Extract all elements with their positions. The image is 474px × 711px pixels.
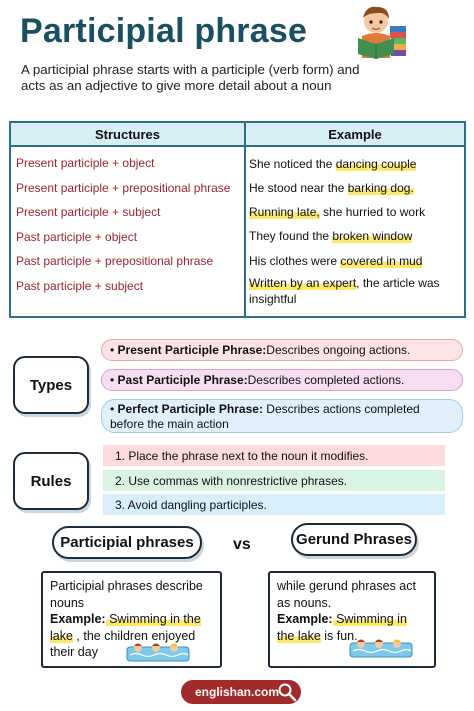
bullet-dot-icon: •	[110, 372, 118, 387]
structure-cell: Past participle + object	[16, 230, 138, 244]
brand-text[interactable]: englishan.com	[195, 685, 280, 699]
highlighted-phrase: barking dog.	[347, 181, 414, 195]
rule-item: 2. Use commas with nonrestrictive phrases.	[103, 470, 445, 491]
table-header	[11, 123, 464, 147]
column-header-structures: Structures	[94, 127, 161, 142]
rule-item: 3. Avoid dangling participles.	[103, 494, 445, 515]
highlighted-phrase: Running late,	[249, 205, 320, 219]
bullet-dot-icon: •	[110, 402, 118, 416]
type-pill-past: • Past Participle Phrase: Describes completed actions.	[101, 369, 463, 391]
reading-child-icon	[354, 4, 408, 60]
highlighted-phrase: Written by an expert	[249, 276, 357, 290]
card-intro: while gerund phrases act as nouns.	[277, 579, 416, 610]
example-cell: They found the broken window	[249, 229, 413, 243]
pool-children-icon	[126, 640, 190, 662]
example-cell: His clothes were covered in mud	[249, 254, 423, 268]
column-divider	[244, 123, 246, 316]
participial-phrases-heading: Participial phrases	[52, 526, 202, 559]
types-label-box: Types	[13, 356, 89, 414]
card-example: Example: Swimming in the lake , the children enjoyed their day	[50, 612, 201, 659]
rule-item: 1. Place the phrase next to the noun it modifies.	[103, 445, 445, 466]
structures-table	[9, 121, 466, 318]
column-header-example: Example	[328, 127, 382, 142]
example-cell: Written by an expert, the article was insightful	[249, 276, 440, 306]
card-intro: Participial phrases describe nouns	[50, 579, 203, 610]
example-cell: Running late, she hurried to work	[249, 205, 426, 219]
pool-children-icon	[349, 636, 413, 658]
type-pill-perfect: • Perfect Participle Phrase: Describes actions completed before the main action	[101, 399, 463, 433]
highlighted-phrase: covered in mud	[340, 254, 423, 268]
highlighted-phrase: broken window	[332, 229, 413, 243]
rules-label-box: Rules	[13, 452, 89, 510]
structure-cell: Present participle + subject	[16, 205, 161, 219]
example-cell: She noticed the dancing couple	[249, 157, 417, 171]
highlighted-phrase: dancing couple	[335, 157, 417, 171]
example-cell: He stood near the barking dog.	[249, 181, 414, 195]
bullet-dot-icon: •	[110, 342, 118, 357]
intro-text: A participial phrase starts with a participle (verb form) and acts as an adjective to give more detail about a noun	[21, 62, 360, 93]
magnifier-icon	[277, 682, 297, 702]
card-example: Example: Swimming in the lake is fun.	[277, 612, 407, 643]
type-pill-present: • Present Participle Phrase: Describes ongoing actions.	[101, 339, 463, 361]
page-title: Participial phrase	[20, 12, 308, 50]
gerund-phrases-heading: Gerund Phrases	[291, 523, 417, 556]
structure-cell: Present participle + prepositional phrase	[16, 181, 231, 195]
structure-cell: Past participle + prepositional phrase	[16, 254, 214, 268]
brand-badge[interactable]	[181, 680, 301, 704]
structure-cell: Present participle + object	[16, 156, 155, 170]
versus-label: vs	[233, 536, 251, 553]
structure-cell: Past participle + subject	[16, 279, 144, 293]
